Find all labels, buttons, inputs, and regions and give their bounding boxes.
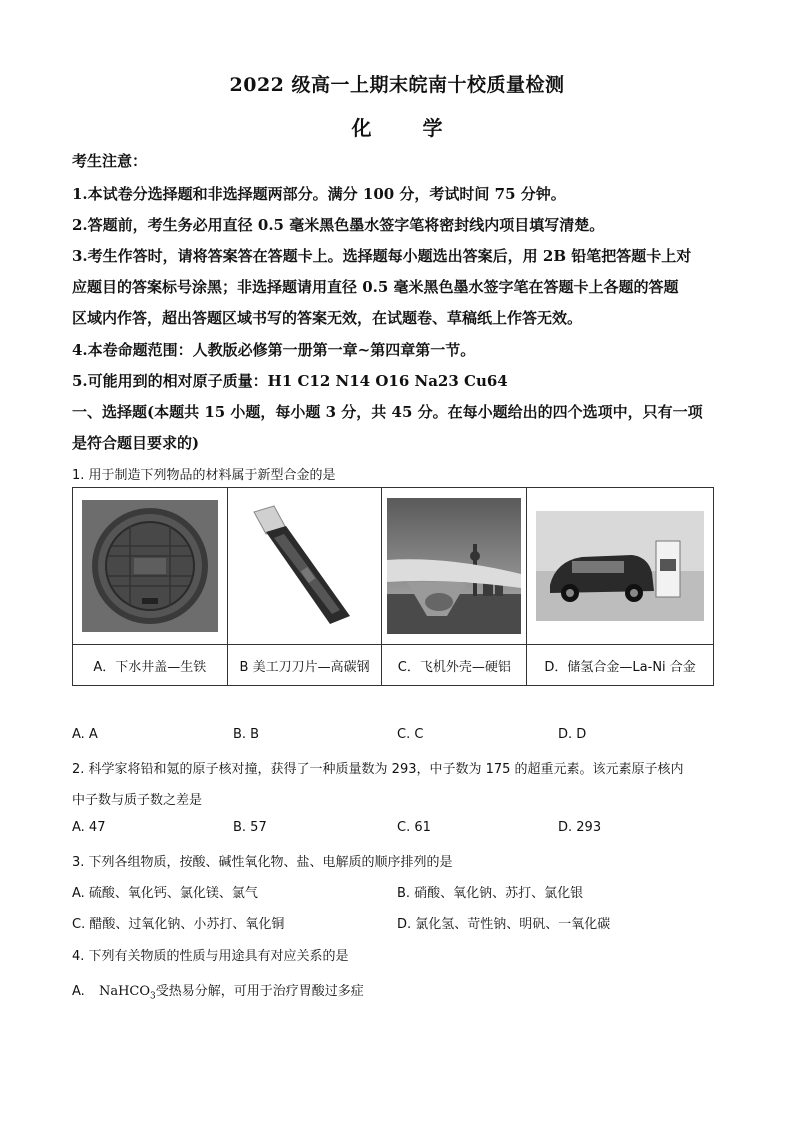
notice-item: 1.本试卷分选择题和非选择题两部分。满分 100 分，考试时间 75 分钟。 [72,185,566,203]
caption-a: A．下水井盖—生铁 [73,645,228,686]
notice-item: 5.可能用到的相对原子质量：H1 C12 N14 O16 Na23 Cu64 [72,372,508,390]
notice-item: 3.考生作答时，请将答案答在答题卡上。选择题每小题选出答案后，用 2B 铅笔把答题卡上对 [72,247,692,265]
q4-formula [98,984,156,1002]
question-4-stem: 4. 下列有关物质的性质与用途具有对应关系的是 [72,949,349,964]
q1-option-b: B. B [233,727,260,742]
subject-title: 化 学 [351,116,465,140]
question-1-image-table [72,487,714,686]
q3-option-b: B. 硝酸、氧化钠、苏打、氯化银 [397,886,584,901]
hydrogen-car-image-cell [527,488,714,645]
formula-base: NaHCO [98,984,151,999]
q2-option-c: C. 61 [397,820,431,835]
caption-d: D．储氢合金—La-Ni 合金 [527,645,714,686]
q1-option-c: C. C [397,727,424,742]
airplane-image [387,498,521,634]
q1-option-a: A. A [72,727,98,742]
exam-title: 2022 级高一上期末皖南十校质量检测 [229,74,565,96]
utility-knife-image-cell [227,488,382,645]
caption-c: C．飞机外壳—硬铝 [382,645,527,686]
hydrogen-car-image [536,511,704,621]
notice-item: 4.本卷命题范围：人教版必修第一册第一章~第四章第一节。 [72,341,476,359]
question-2-stem-cont: 中子数与质子数之差是 [72,793,203,808]
q1-option-d: D. D [558,727,587,742]
q3-option-d: D. 氯化氢、苛性钠、明矾、一氧化碳 [397,917,611,932]
formula-subscript: 3 [150,991,156,1002]
q3-option-a: A. 硫酸、氧化钙、氯化镁、氯气 [72,886,258,901]
q4-option-a-text: 受热易分解，可用于治疗胃酸过多症 [155,984,364,999]
q3-option-c: C. 醋酸、过氧化钠、小苏打、氧化铜 [72,917,285,932]
notice-item: 应题目的答案标号涂黑；非选择题请用直径 0.5 毫米黑色墨水签字笔在答题卡上各题的答题 [72,278,679,296]
caption-b: B 美工刀刀片—高碳钢 [227,645,382,686]
question-3-stem: 3. 下列各组物质，按酸、碱性氧化物、盐、电解质的顺序排列的是 [72,855,453,870]
q2-option-d: D. 293 [558,820,602,835]
section-heading: 一、选择题(本题共 15 小题，每小题 3 分，共 45 分。在每小题给出的四个选项中，只有一项 [72,403,703,421]
notice-heading: 考生注意： [72,152,148,170]
q2-option-b: B. 57 [233,820,267,835]
manhole-image-cell [73,488,228,645]
notice-item: 区域内作答，超出答题区域书写的答案无效，在试题卷、草稿纸上作答无效。 [72,309,583,327]
q4-option-a [72,980,364,1002]
manhole-cover-image [82,500,218,632]
q4-option-a-label: A. [72,984,89,999]
airplane-image-cell [382,488,527,645]
notice-item: 2.答题前，考生务必用直径 0.5 毫米黑色墨水签字笔将密封线内项目填写清楚。 [72,216,605,234]
utility-knife-image [240,498,370,634]
q2-option-a: A. 47 [72,820,106,835]
question-2-stem: 2. 科学家将铅和氪的原子核对撞，获得了一种质量数为 293，中子数为 175 的超重元素。该元素原子核内 [72,762,684,777]
section-heading-cont: 是符合题目要求的) [72,434,200,452]
question-1-stem: 1. 用于制造下列物品的材料属于新型合金的是 [72,468,336,483]
